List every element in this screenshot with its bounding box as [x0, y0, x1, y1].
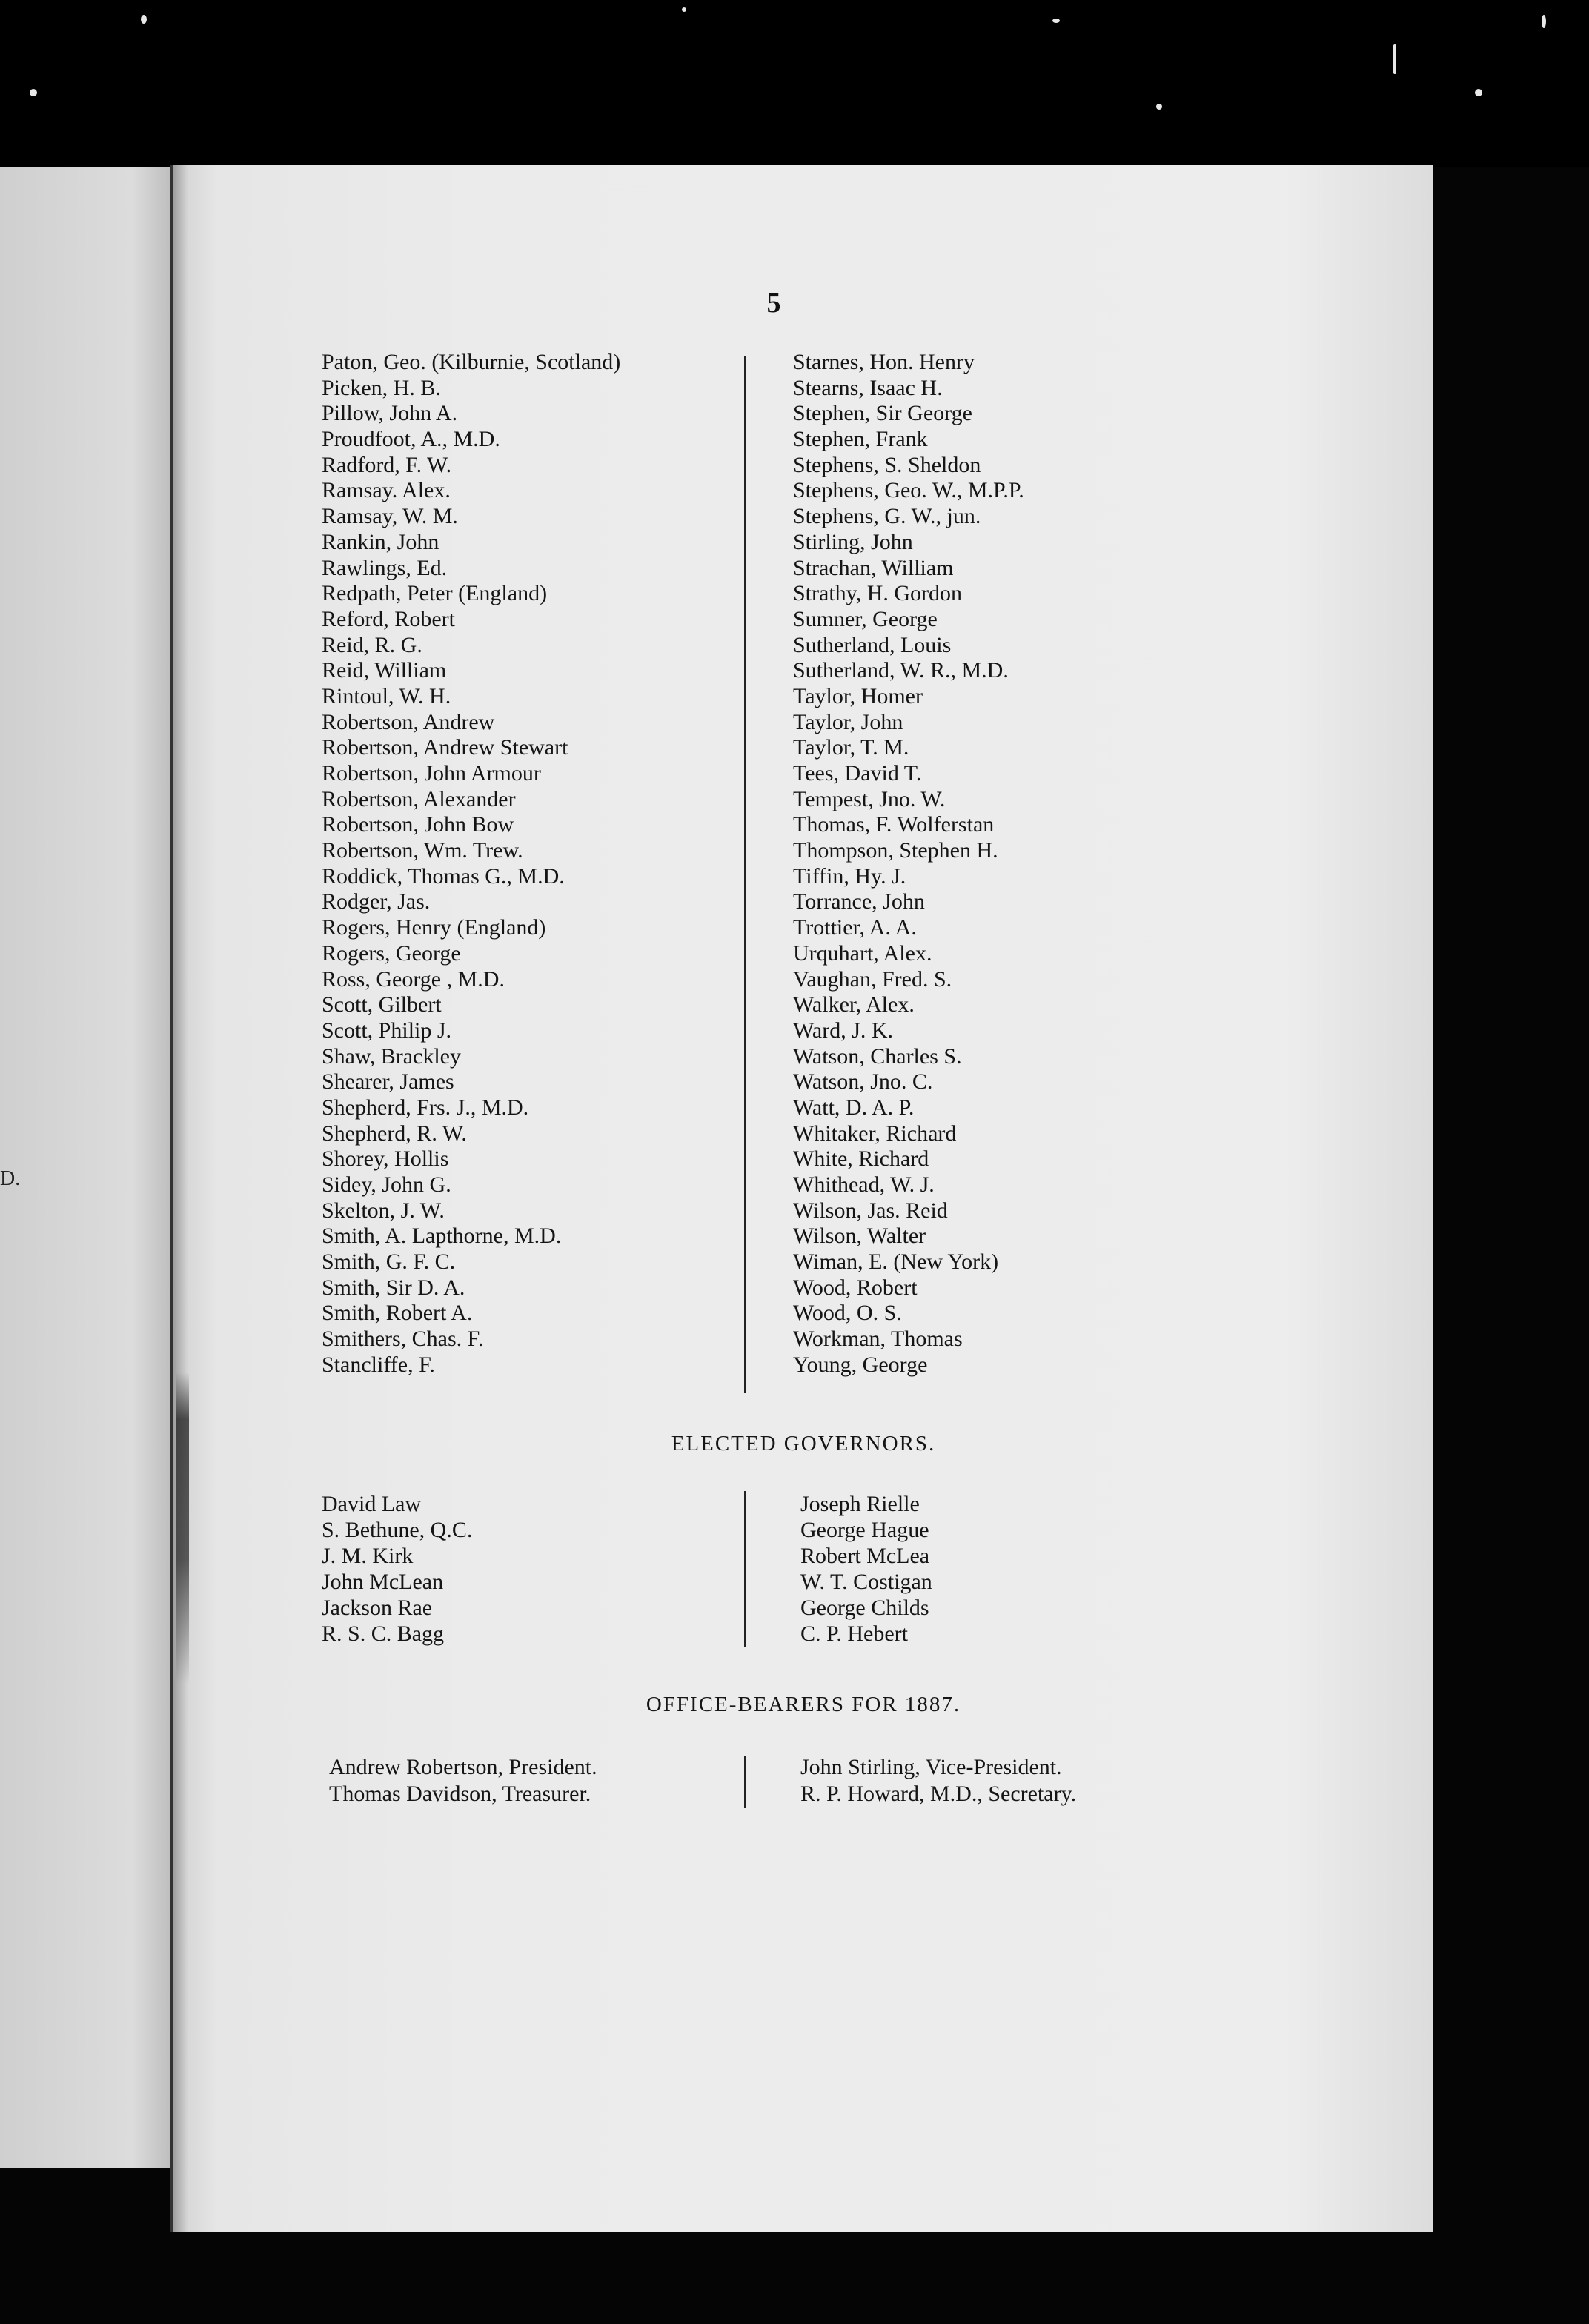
member-entry: Wilson, Walter [793, 1224, 926, 1249]
member-entry: Taylor, T. M. [793, 735, 909, 760]
member-entry: Stephens, G. W., jun. [793, 504, 981, 529]
member-entry: Torrance, John [793, 889, 925, 914]
elected-governors-left [322, 1491, 472, 1647]
member-entry: Shaw, Brackley [322, 1043, 461, 1069]
member-entry: Thompson, Stephen H. [793, 838, 998, 863]
member-entry: Whithead, W. J. [793, 1172, 935, 1197]
governor-entry: David Law [322, 1492, 422, 1516]
member-entry: Wood, O. S. [793, 1301, 902, 1326]
member-entry: Shepherd, R. W. [322, 1120, 467, 1146]
page-number: 5 [766, 288, 781, 319]
adjacent-page-edge [0, 167, 189, 2168]
member-entry: Young, George [793, 1352, 928, 1377]
binding-shadow [176, 1372, 189, 1684]
member-entry: Stephens, Geo. W., M.P.P. [793, 478, 1024, 503]
member-entry: Ramsay, W. M. [322, 504, 458, 529]
governor-entry: Robert McLea [800, 1544, 930, 1568]
member-entry: Rogers, Henry (England) [322, 915, 546, 940]
office-bearer-entry: Thomas Davidson, Treasurer. [329, 1782, 591, 1806]
column-divider [744, 356, 746, 1393]
governor-entry: George Childs [800, 1596, 929, 1620]
member-entry: Ramsay. Alex. [322, 478, 451, 503]
office-bearer-entry: John Stirling, Vice-President. [800, 1755, 1062, 1779]
member-entry: Watson, Jno. C. [793, 1069, 933, 1095]
member-entry: Sutherland, Louis [793, 632, 952, 657]
member-entry: Wilson, Jas. Reid [793, 1198, 948, 1223]
member-entry: Rogers, George [322, 940, 461, 966]
member-entry: Redpath, Peter (England) [322, 581, 548, 606]
office-bearer-entry: R. P. Howard, M.D., Secretary. [800, 1782, 1077, 1806]
member-entry: Rawlings, Ed. [322, 555, 448, 580]
member-entry: Paton, Geo. (Kilburnie, Scotland) [322, 350, 621, 374]
member-entry: Picken, H. B. [322, 375, 441, 400]
member-entry: Robertson, Wm. Trew. [322, 838, 523, 863]
member-entry: Taylor, John [793, 709, 903, 734]
member-entry: Scott, Philip J. [322, 1017, 452, 1043]
member-entry: Sidey, John G. [322, 1172, 451, 1197]
governor-entry: J. M. Kirk [322, 1544, 414, 1568]
member-entry: Watson, Charles S. [793, 1043, 962, 1069]
member-entry: Robertson, John Armour [322, 761, 541, 786]
member-entry: Trottier, A. A. [793, 915, 917, 940]
member-entry: Robertson, Alexander [322, 786, 516, 811]
member-entry: Shepherd, Frs. J., M.D. [322, 1095, 529, 1120]
members-list-right [793, 350, 1024, 1378]
office-bearers-left [329, 1754, 597, 1807]
member-entry: Robertson, John Bow [322, 812, 514, 837]
member-entry: Urquhart, Alex. [793, 940, 932, 966]
office-bearers-heading: OFFICE-BEARERS FOR 1887. [646, 1693, 961, 1716]
member-entry: Stephen, Sir George [793, 401, 972, 426]
member-entry: Rankin, John [322, 529, 439, 554]
member-entry: Workman, Thomas [793, 1327, 963, 1352]
member-entry: Watt, D. A. P. [793, 1095, 915, 1120]
governor-entry: W. T. Costigan [800, 1570, 932, 1594]
governor-entry: George Hague [800, 1518, 929, 1542]
member-entry: Smith, Robert A. [322, 1301, 473, 1326]
governor-entry: Jackson Rae [322, 1596, 433, 1620]
member-entry: Scott, Gilbert [322, 992, 442, 1017]
member-entry: Vaughan, Fred. S. [793, 966, 952, 992]
office-bearers-column-divider [744, 1756, 746, 1808]
governor-entry: S. Bethune, Q.C. [322, 1518, 473, 1542]
governor-entry: R. S. C. Bagg [322, 1621, 445, 1646]
member-entry: Wiman, E. (New York) [793, 1249, 999, 1275]
member-entry: Shorey, Hollis [322, 1146, 449, 1172]
member-entry: Strathy, H. Gordon [793, 581, 963, 606]
member-entry: Starnes, Hon. Henry [793, 350, 975, 374]
governor-entry: Joseph Rielle [800, 1492, 920, 1516]
governor-entry: John McLean [322, 1570, 444, 1594]
member-entry: Shearer, James [322, 1069, 454, 1095]
member-entry: Stearns, Isaac H. [793, 375, 943, 400]
member-entry: Tees, David T. [793, 761, 922, 786]
member-entry: Robertson, Andrew Stewart [322, 735, 568, 760]
member-entry: Sumner, George [793, 606, 938, 631]
member-entry: Whitaker, Richard [793, 1120, 957, 1146]
elected-governors-right [800, 1491, 932, 1647]
member-entry: White, Richard [793, 1146, 929, 1172]
scan-background [0, 0, 1589, 167]
governor-entry: C. P. Hebert [800, 1621, 908, 1646]
members-list-left [322, 350, 620, 1378]
office-bearers-right [800, 1754, 1076, 1807]
member-entry: Smith, Sir D. A. [322, 1275, 465, 1300]
member-entry: Taylor, Homer [793, 683, 923, 708]
office-bearer-entry: Andrew Robertson, President. [329, 1755, 597, 1779]
member-entry: Smith, G. F. C. [322, 1249, 456, 1275]
member-entry: Proudfoot, A., M.D. [322, 427, 500, 452]
document-page [170, 165, 1433, 2232]
member-entry: Radford, F. W. [322, 452, 452, 477]
adjacent-page-fragment: D. [0, 1167, 21, 1190]
governors-column-divider [744, 1491, 746, 1647]
member-entry: Sutherland, W. R., M.D. [793, 658, 1009, 683]
member-entry: Ross, George , M.D. [322, 966, 505, 992]
member-entry: Pillow, John A. [322, 401, 458, 426]
member-entry: Walker, Alex. [793, 992, 915, 1017]
member-entry: Stephens, S. Sheldon [793, 452, 981, 477]
member-entry: Skelton, J. W. [322, 1198, 445, 1223]
member-entry: Smith, A. Lapthorne, M.D. [322, 1224, 562, 1249]
member-entry: Tempest, Jno. W. [793, 786, 946, 811]
member-entry: Reid, R. G. [322, 632, 422, 657]
member-entry: Rodger, Jas. [322, 889, 431, 914]
member-entry: Strachan, William [793, 555, 954, 580]
member-entry: Robertson, Andrew [322, 709, 495, 734]
member-entry: Stancliffe, F. [322, 1352, 435, 1377]
member-entry: Stirling, John [793, 529, 913, 554]
member-entry: Roddick, Thomas G., M.D. [322, 863, 565, 889]
member-entry: Tiffin, Hy. J. [793, 863, 906, 889]
elected-governors-heading: ELECTED GOVERNORS. [671, 1432, 936, 1455]
member-entry: Smithers, Chas. F. [322, 1327, 484, 1352]
member-entry: Wood, Robert [793, 1275, 918, 1300]
member-entry: Stephen, Frank [793, 427, 928, 452]
member-entry: Reford, Robert [322, 606, 455, 631]
member-entry: Reid, William [322, 658, 447, 683]
member-entry: Thomas, F. Wolferstan [793, 812, 995, 837]
member-entry: Rintoul, W. H. [322, 683, 451, 708]
member-entry: Ward, J. K. [793, 1017, 894, 1043]
